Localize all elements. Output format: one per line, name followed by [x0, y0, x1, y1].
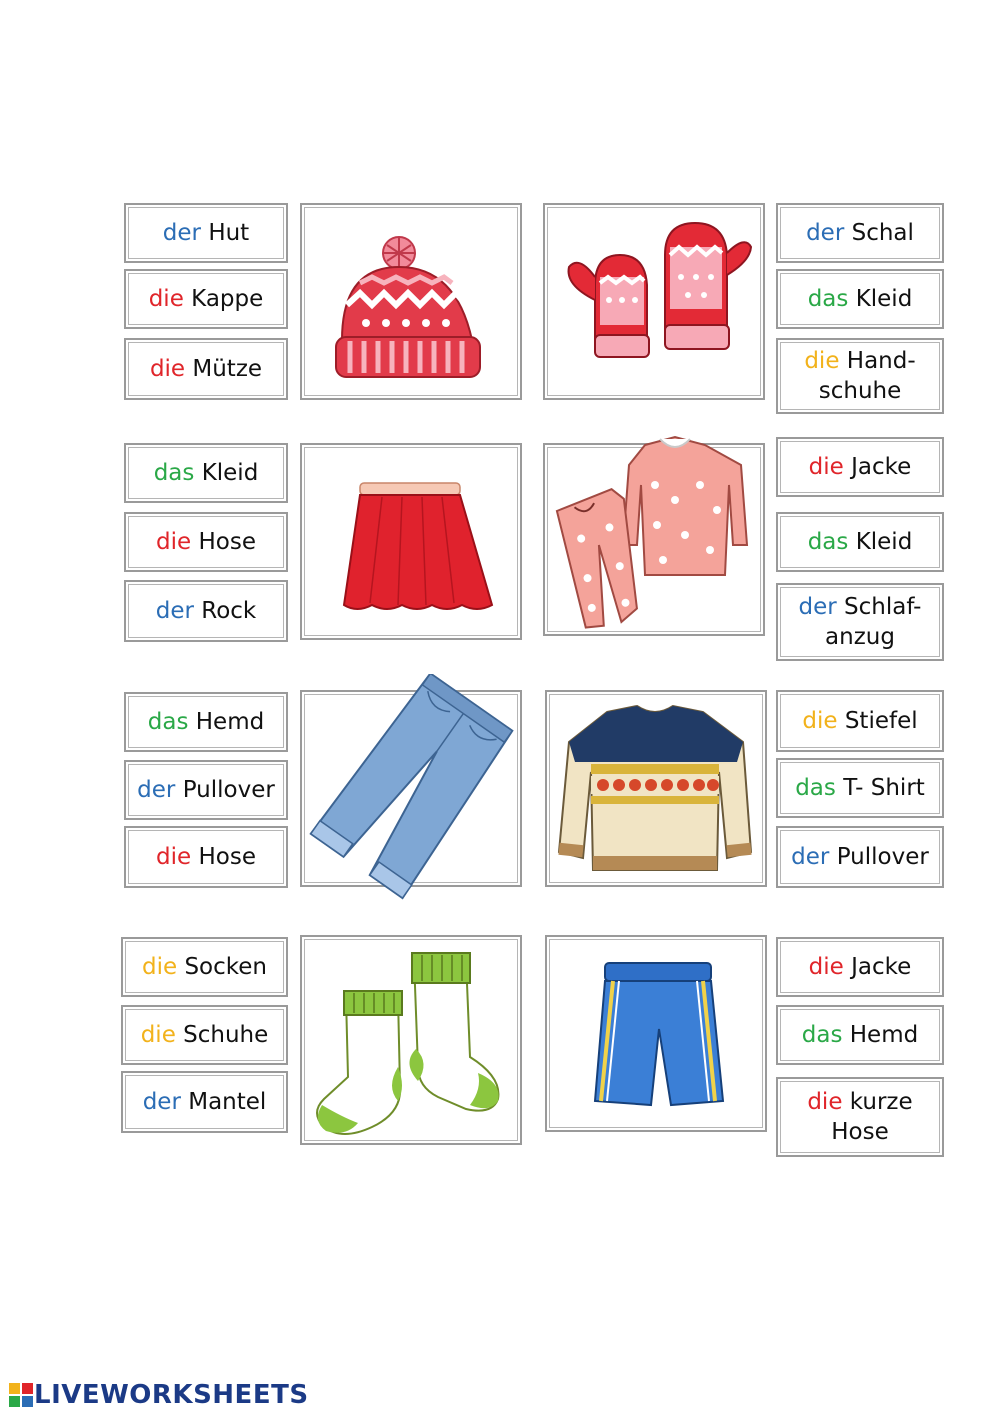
noun: Socken	[184, 954, 267, 980]
sweater-image	[547, 692, 765, 885]
jeans-image	[294, 674, 524, 904]
article: der	[142, 1089, 181, 1115]
article: die	[148, 286, 184, 312]
picture-card-mittens[interactable]	[543, 203, 765, 400]
article: das	[807, 529, 849, 555]
noun: Kleid	[855, 286, 913, 312]
word-card[interactable]	[776, 512, 944, 572]
noun: Hemd	[195, 709, 265, 735]
article: das	[801, 1022, 843, 1048]
word-card[interactable]	[776, 758, 944, 818]
knit-hat-image	[302, 205, 520, 398]
noun-continued: anzug	[825, 624, 895, 650]
picture-card-socks[interactable]	[300, 935, 522, 1145]
word-card[interactable]	[124, 692, 288, 752]
noun: kurze	[849, 1089, 913, 1115]
article: der	[798, 594, 837, 620]
word-card[interactable]	[124, 443, 288, 503]
word-card[interactable]	[124, 338, 288, 400]
noun: Pullover	[836, 844, 929, 870]
article: die	[804, 348, 840, 374]
noun: Hose	[198, 844, 256, 870]
liveworksheets-logo-icon	[8, 1382, 34, 1408]
noun: Pullover	[182, 777, 275, 803]
article: die	[149, 356, 186, 382]
article: der	[791, 844, 830, 870]
word-card[interactable]	[776, 1077, 944, 1157]
article: das	[147, 709, 189, 735]
article: die	[156, 844, 192, 870]
article: die	[156, 529, 192, 555]
word-card[interactable]	[124, 760, 288, 820]
word-card[interactable]	[776, 269, 944, 329]
word-card[interactable]	[121, 937, 288, 997]
word-card[interactable]	[776, 437, 944, 497]
noun-continued: schuhe	[818, 378, 902, 404]
article: das	[807, 286, 849, 312]
noun: Mantel	[188, 1089, 267, 1115]
noun: Hand-	[846, 348, 916, 374]
noun: Kappe	[191, 286, 264, 312]
brand-name: LIVEWORKSHEETS	[34, 1380, 309, 1410]
word-card[interactable]	[124, 580, 288, 642]
noun: Rock	[201, 598, 257, 624]
article: die	[142, 954, 178, 980]
noun: Mütze	[192, 356, 263, 382]
article: die	[808, 454, 844, 480]
noun: Stiefel	[844, 708, 918, 734]
noun: Jacke	[851, 454, 912, 480]
word-card[interactable]	[776, 1005, 944, 1065]
picture-card-pajamas[interactable]	[543, 443, 765, 636]
word-card[interactable]	[776, 338, 944, 414]
article: der	[162, 220, 201, 246]
article: der	[137, 777, 176, 803]
pajamas-image	[545, 425, 763, 635]
noun: Jacke	[851, 954, 912, 980]
socks-image	[302, 937, 520, 1143]
word-card[interactable]	[121, 1071, 288, 1133]
noun: Hemd	[849, 1022, 919, 1048]
word-card[interactable]	[124, 826, 288, 888]
article: der	[155, 598, 194, 624]
shorts-image	[547, 937, 765, 1130]
article: das	[153, 460, 195, 486]
noun: Schal	[851, 220, 914, 246]
article: die	[807, 1089, 843, 1115]
word-card[interactable]	[124, 512, 288, 572]
noun: Hose	[198, 529, 256, 555]
picture-card-sweater[interactable]	[545, 690, 767, 887]
word-card[interactable]	[124, 203, 288, 263]
article: die	[802, 708, 838, 734]
noun: Kleid	[855, 529, 913, 555]
word-card[interactable]	[776, 826, 944, 888]
noun: Kleid	[201, 460, 259, 486]
word-card[interactable]	[776, 690, 944, 752]
word-card[interactable]	[121, 1005, 288, 1065]
skirt-image	[302, 445, 520, 638]
mittens-image	[545, 205, 763, 398]
noun: Hut	[208, 220, 250, 246]
article: das	[795, 775, 836, 801]
word-card[interactable]	[776, 203, 944, 263]
article: die	[808, 954, 844, 980]
picture-card-shorts[interactable]	[545, 935, 767, 1132]
article: die	[140, 1022, 176, 1048]
noun: T- Shirt	[843, 775, 925, 801]
word-card[interactable]	[776, 937, 944, 997]
noun-continued: Hose	[831, 1119, 889, 1145]
noun: Schlaf-	[844, 594, 922, 620]
word-card[interactable]	[776, 583, 944, 661]
liveworksheets-logo[interactable]	[8, 1380, 309, 1410]
picture-card-knit-hat[interactable]	[300, 203, 522, 400]
picture-card-skirt[interactable]	[300, 443, 522, 640]
article: der	[806, 220, 845, 246]
word-card[interactable]	[124, 269, 288, 329]
picture-card-jeans[interactable]	[300, 690, 522, 887]
noun: Schuhe	[183, 1022, 269, 1048]
